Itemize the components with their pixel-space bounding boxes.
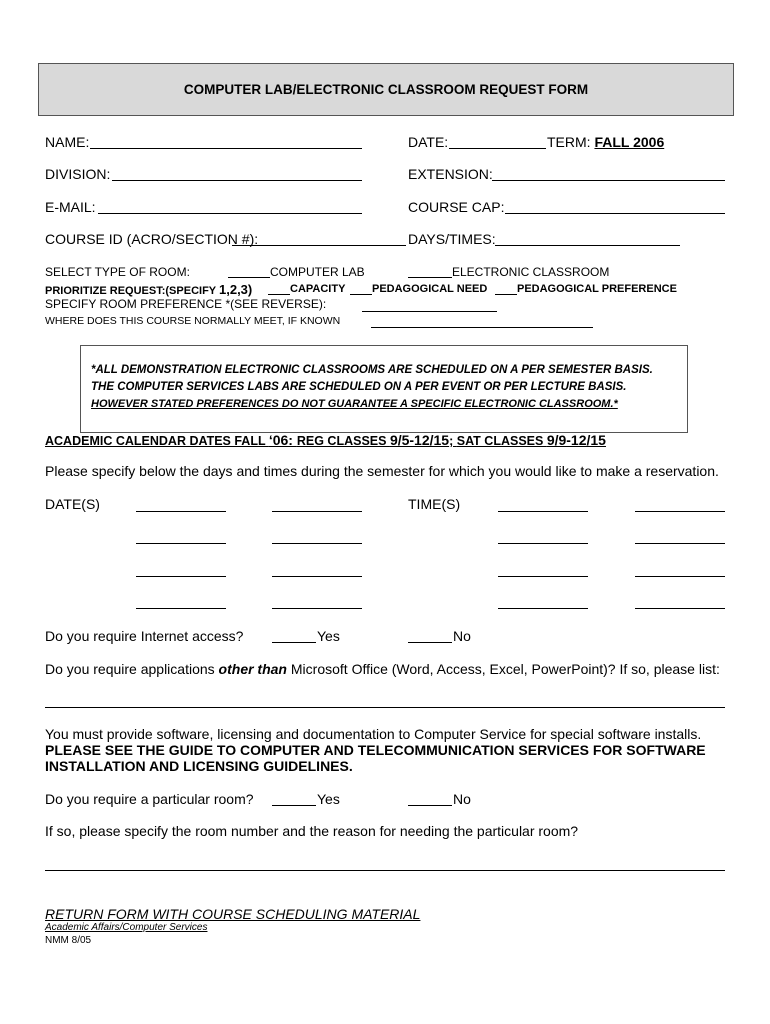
normally-meet-field[interactable]	[371, 327, 593, 328]
times-label: TIME(S)	[408, 496, 461, 512]
notice-line-1: *ALL DEMONSTRATION ELECTRONIC CLASSROOMS ARE SCHEDULED ON A PER SEMESTER BASIS.	[91, 364, 653, 376]
prioritize-label: PRIORITIZE REQUEST:(SPECIFY	[45, 285, 219, 297]
pedagogical-preference-option: PEDAGOGICAL PREFERENCE	[517, 283, 677, 295]
room-question: Do you require a particular room?	[45, 791, 254, 807]
computer-lab-option: COMPUTER LAB	[270, 265, 365, 279]
days-times-field[interactable]	[495, 245, 680, 246]
date-slot-1a[interactable]	[136, 511, 226, 512]
course-cap-field[interactable]	[505, 213, 725, 214]
division-label: DIVISION:	[45, 166, 111, 182]
date-slot-4b[interactable]	[272, 608, 362, 609]
time-slot-2a[interactable]	[498, 543, 588, 544]
applications-question-start: Do you require applications	[45, 661, 219, 677]
email-field[interactable]	[98, 213, 362, 214]
calendar-year: ‘06:	[268, 432, 297, 448]
time-slot-3b[interactable]	[635, 576, 725, 577]
time-slot-3a[interactable]	[498, 576, 588, 577]
room-preference-label: SPECIFY ROOM PREFERENCE *(SEE REVERSE):	[45, 297, 327, 311]
calendar-reg-dates: 9/5-12/15	[389, 432, 450, 448]
notice-line-2: THE COMPUTER SERVICES LABS ARE SCHEDULED ON A PER EVENT OR PER LECTURE BASIS.	[91, 381, 627, 393]
date-label: DATE:	[408, 134, 449, 150]
term-label: TERM:	[547, 134, 595, 150]
academic-calendar	[45, 432, 606, 448]
calendar-sep: ;	[449, 434, 457, 448]
date-slot-3a[interactable]	[136, 576, 226, 577]
room-preference-field[interactable]	[362, 311, 497, 312]
date-slot-2b[interactable]	[272, 543, 362, 544]
term-value: FALL 2006	[594, 134, 665, 150]
course-cap-label: COURSE CAP:	[408, 199, 505, 215]
prioritize-numbers: 1,2,3)	[219, 282, 253, 297]
date-slot-2a[interactable]	[136, 543, 226, 544]
form-title-box	[38, 63, 734, 116]
reservation-instructions: Please specify below the days and times during the semester for which you would like to make a reservation.	[45, 463, 719, 479]
internet-yes-blank[interactable]	[272, 642, 316, 643]
room-yes-blank[interactable]	[272, 805, 316, 806]
extension-label: EXTENSION:	[408, 166, 493, 182]
time-slot-2b[interactable]	[635, 543, 725, 544]
department: Academic Affairs/Computer Services	[45, 922, 208, 933]
calendar-prefix: ACADEMIC CALENDAR DATES FALL	[45, 434, 269, 448]
notice-box	[80, 345, 688, 433]
room-specify: If so, please specify the room number and the reason for needing the particular room?	[45, 823, 579, 839]
pedagogical-need-option: PEDAGOGICAL NEED	[372, 283, 488, 295]
notice-line-3: HOWEVER STATED PREFERENCES DO NOT GUARANTEE A SPECIFIC ELECTRONIC CLASSROOM.*	[91, 398, 618, 410]
electronic-classroom-blank[interactable]	[408, 277, 452, 278]
name-label: NAME:	[45, 134, 90, 150]
applications-question-end: Microsoft Office (Word, Access, Excel, PowerPoint)? If so, please list:	[287, 661, 720, 677]
course-id-field[interactable]	[232, 245, 406, 246]
capacity-blank[interactable]	[268, 294, 290, 295]
internet-no-blank[interactable]	[408, 642, 452, 643]
software-guide-line-2: INSTALLATION AND LICENSING GUIDELINES.	[45, 758, 353, 774]
return-instruction: RETURN FORM WITH COURSE SCHEDULING MATERIAL	[45, 906, 421, 922]
applications-question	[45, 661, 720, 677]
room-yes-option: Yes	[317, 791, 340, 807]
extension-field[interactable]	[492, 180, 725, 181]
date-slot-4a[interactable]	[136, 608, 226, 609]
software-notice: You must provide software, licensing and documentation to Computer Service for special software installs.	[45, 726, 702, 742]
division-field[interactable]	[112, 180, 362, 181]
applications-question-emphasis: other than	[218, 661, 287, 677]
email-label: E-MAIL:	[45, 199, 96, 215]
days-times-label: DAYS/TIMES:	[408, 231, 496, 247]
date-field[interactable]	[449, 148, 546, 149]
room-no-option: No	[453, 791, 471, 807]
room-no-blank[interactable]	[408, 805, 452, 806]
time-slot-1a[interactable]	[498, 511, 588, 512]
pedagogical-need-blank[interactable]	[350, 294, 372, 295]
calendar-sat-label: SAT CLASSES	[456, 434, 547, 448]
electronic-classroom-option: ELECTRONIC CLASSROOM	[452, 265, 610, 279]
capacity-option: CAPACITY	[290, 283, 346, 295]
calendar-sat-dates: 9/9-12/15	[546, 432, 606, 448]
internet-yes-option: Yes	[317, 628, 340, 644]
software-guide-line-1: PLEASE SEE THE GUIDE TO COMPUTER AND TELECOMMUNICATION SERVICES FOR SOFTWARE	[45, 742, 706, 758]
pedagogical-preference-blank[interactable]	[495, 294, 517, 295]
normally-meet-label: WHERE DOES THIS COURSE NORMALLY MEET, IF KNOWN	[45, 315, 341, 327]
room-reason-field[interactable]	[45, 870, 725, 871]
form-title: COMPUTER LAB/ELECTRONIC CLASSROOM REQUEST FORM	[183, 82, 589, 97]
time-slot-4b[interactable]	[635, 608, 725, 609]
applications-list-field[interactable]	[45, 707, 725, 708]
date-slot-3b[interactable]	[272, 576, 362, 577]
time-slot-4a[interactable]	[498, 608, 588, 609]
calendar-reg-label: REG CLASSES	[296, 434, 390, 448]
date-slot-1b[interactable]	[272, 511, 362, 512]
form-code: NMM 8/05	[45, 935, 92, 946]
internet-question: Do you require Internet access?	[45, 628, 244, 644]
dates-label: DATE(S)	[45, 496, 100, 512]
course-id-label: COURSE ID (ACRO/SECTION #):	[45, 231, 259, 247]
room-type-label: SELECT TYPE OF ROOM:	[45, 265, 190, 279]
name-field[interactable]	[90, 148, 362, 149]
time-slot-1b[interactable]	[635, 511, 725, 512]
internet-no-option: No	[453, 628, 471, 644]
computer-lab-blank[interactable]	[228, 277, 270, 278]
